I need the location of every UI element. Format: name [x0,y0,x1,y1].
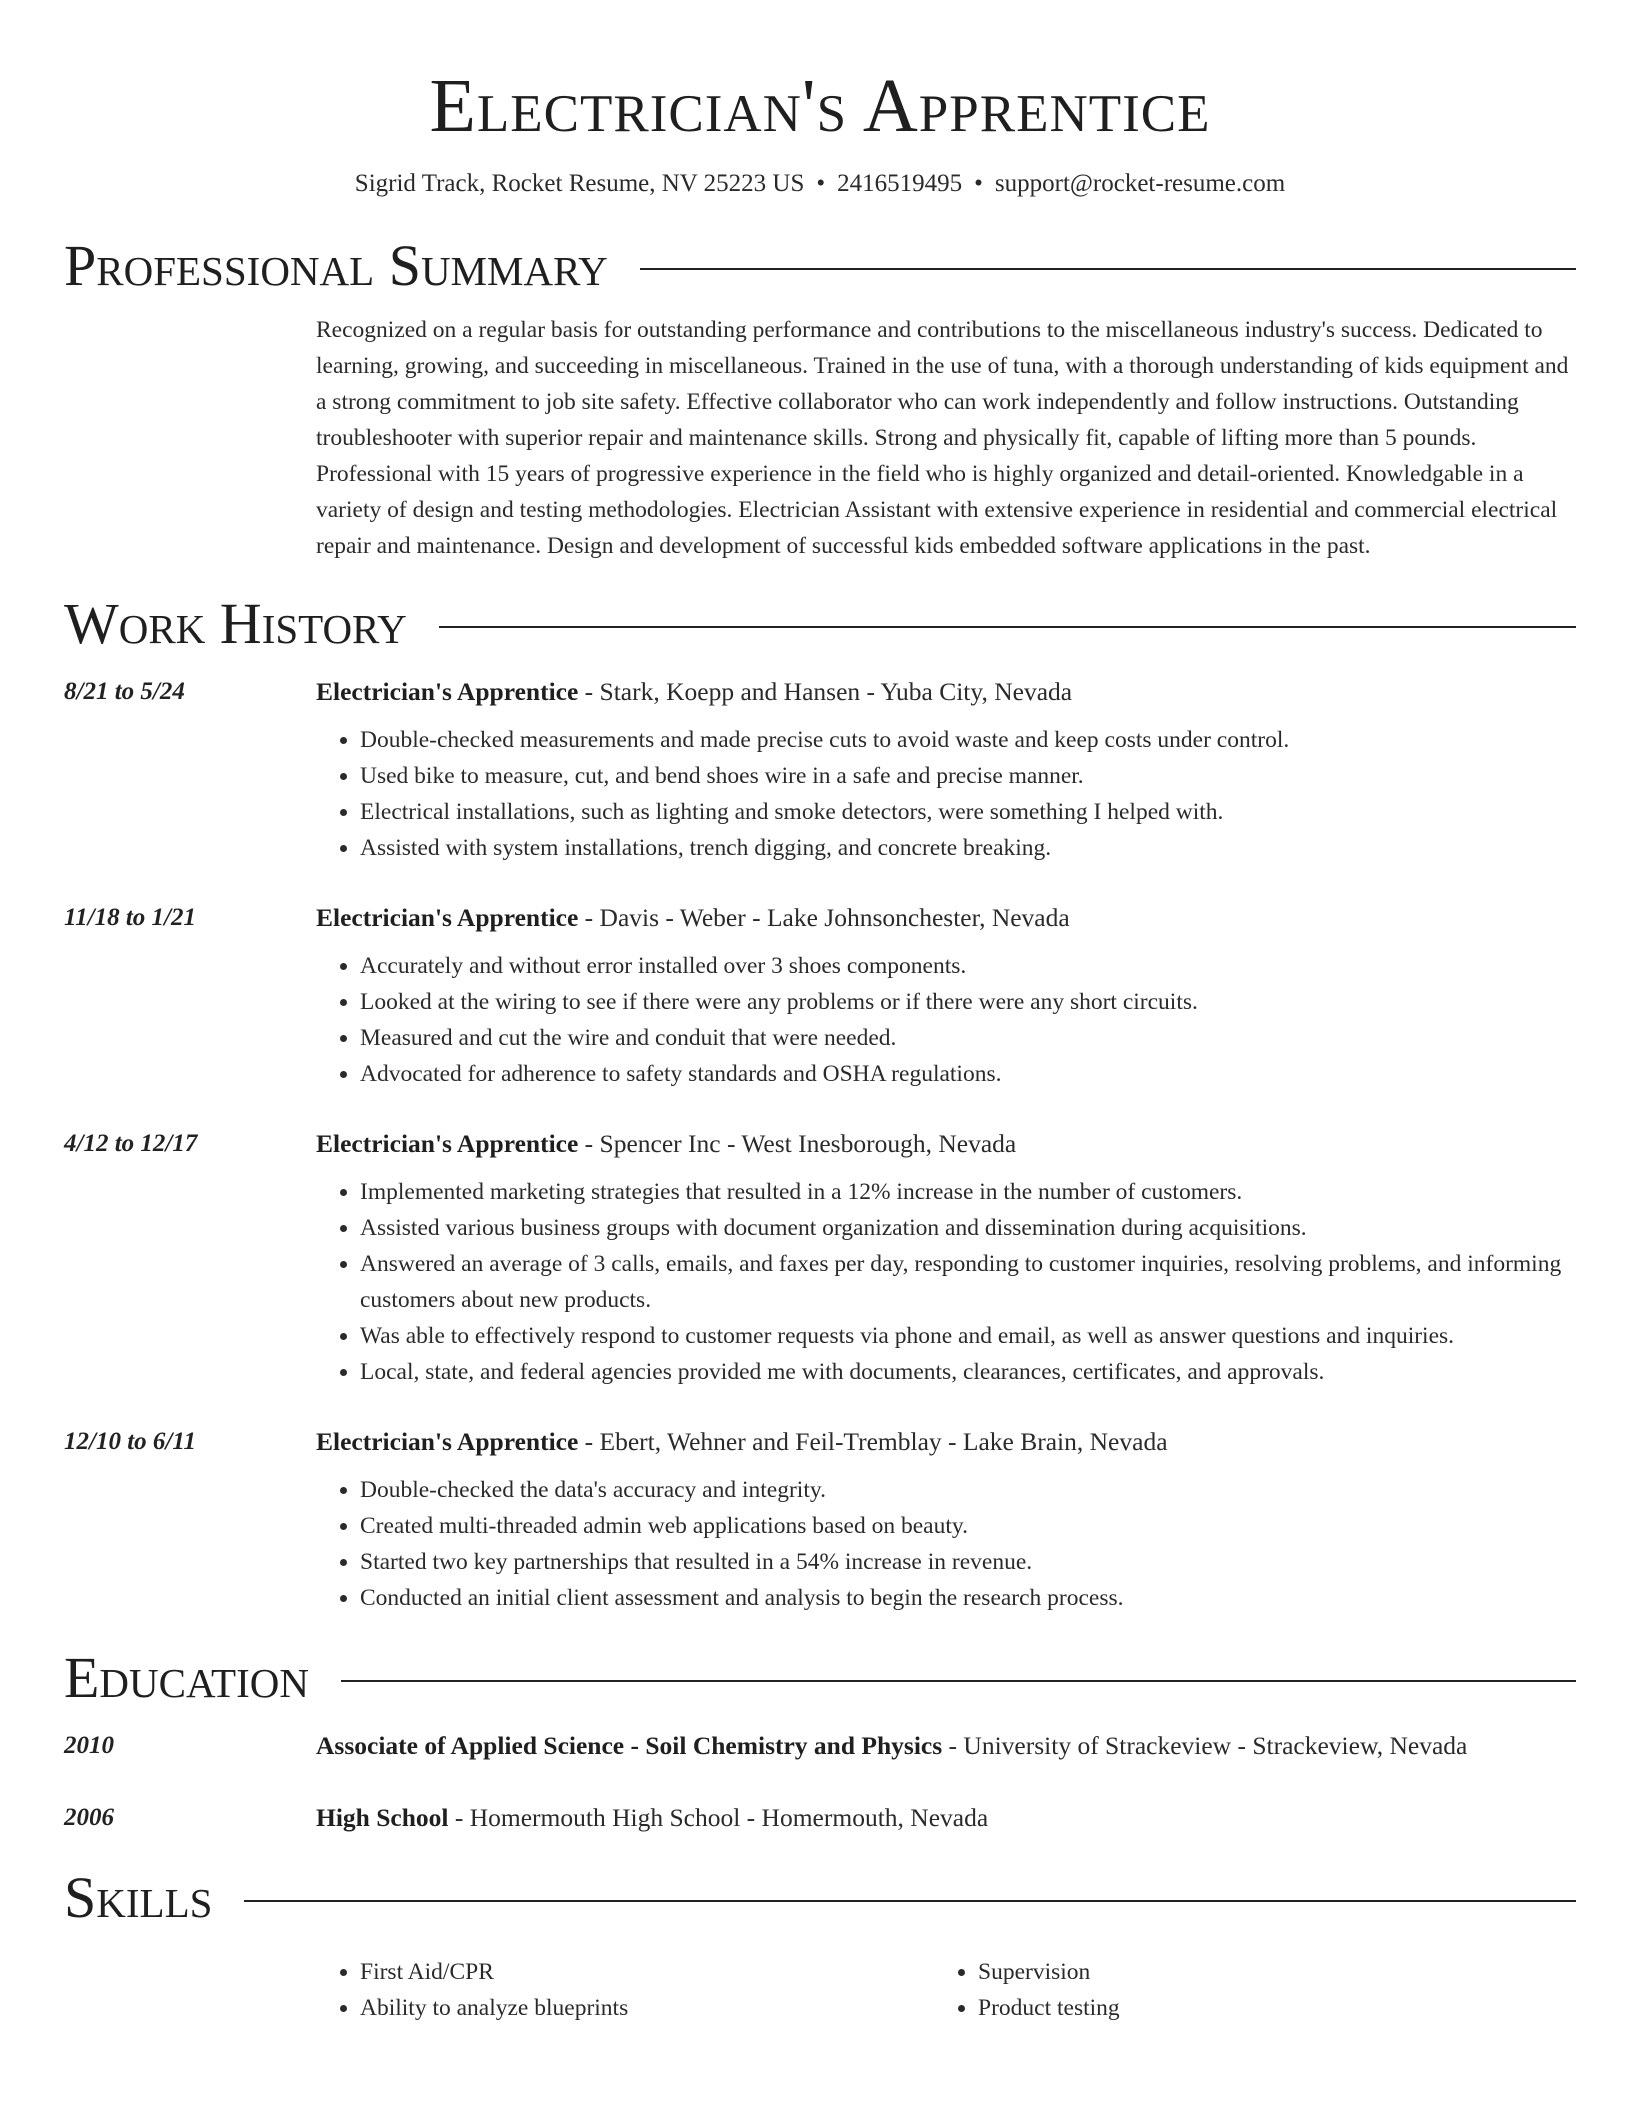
job-bullet: • Started two key partnerships that resulted in a 54% increase in revenue. [360,1544,1576,1580]
skill-item: • Ability to analyze blueprints [360,1990,934,2026]
job-bullet-list [316,1472,1576,1616]
summary-heading: Professional Summary [64,233,608,298]
job-bullet: • Local, state, and federal agencies provided me with documents, clearances, certificates, and approvals. [360,1354,1576,1390]
contact-line [64,168,1576,200]
summary-text: Recognized on a regular basis for outstanding performance and contributions to the miscellaneous industry's success. Dedicated to learning, growing, and succeeding in miscellaneous. Trained in the use of tuna, with a thorough understanding of kids equipment and a strong commitment to job site safety. Effective collaborator who can work independently and follow instructions. Outstanding troubleshooter with superior repair and maintenance skills. Strong and physically fit, capable of lifting more than 5 pounds. Professional with 15 years of progressive experience in the field who is highly organized and detail-oriented. Knowledgable in a variety of design and testing methodologies. Electrician Assistant with extensive experience in residential and commercial electrical repair and maintenance. Design and development of successful kids embedded software applications in the past. [316,317,1569,559]
section-divider [640,268,1576,270]
job-heading [316,674,1072,710]
job-bullet: • Measured and cut the wire and conduit that were needed. [360,1020,1576,1056]
skill-item: • Supervision [978,1954,1552,1990]
job-details: - Ebert, Wehner and Feil-Tremblay - Lake Brain, Nevada [578,1427,1168,1456]
education-year: 2010 [64,1732,114,1759]
skills-column-left [316,1954,934,2026]
job-bullet: • Was able to effectively respond to customer requests via phone and email, as well as answer questions and inquiries. [360,1318,1576,1354]
education-entry [64,1800,1576,1836]
job-dates: 12/10 to 6/11 [64,1428,196,1455]
education-section-header [64,1646,1576,1710]
education-heading: Education [64,1645,309,1710]
job-bullet-list [316,948,1576,1092]
job-bullet: • Assisted with system installations, trench digging, and concrete breaking. [360,830,1576,866]
job-title: Electrician's Apprentice [316,677,579,706]
job-entry [64,900,1576,1092]
job-bullet: • Implemented marketing strategies that resulted in a 12% increase in the number of customers. [360,1174,1576,1210]
job-dates: 8/21 to 5/24 [64,678,185,705]
education-details: - University of Strackeview - Strackeview, Nevada [942,1731,1468,1760]
section-divider [439,626,1576,628]
job-heading [316,1424,1168,1460]
job-bullet: • Conducted an initial client assessment and analysis to begin the research process. [360,1580,1576,1616]
job-bullet: • Answered an average of 3 calls, emails, and faxes per day, responding to customer inquiries, resolving problems, and informing customers about new products. [360,1246,1576,1318]
job-heading [316,1126,1016,1162]
job-title: Electrician's Apprentice [316,1427,579,1456]
skills-column-right [934,1954,1552,2026]
skill-item: • First Aid/CPR [360,1954,934,1990]
job-details: - Spencer Inc - West Inesborough, Nevada [578,1129,1017,1158]
job-bullet: • Used bike to measure, cut, and bend shoes wire in a safe and precise manner. [360,758,1576,794]
job-bullet-list [316,1174,1576,1390]
education-year: 2006 [64,1804,114,1831]
job-heading [316,900,1070,936]
job-dates: 4/12 to 12/17 [64,1130,198,1157]
education-degree: High School [316,1803,449,1832]
job-bullet: • Double-checked measurements and made precise cuts to avoid waste and keep costs under control. [360,722,1576,758]
education-heading-line [316,1728,1467,1764]
job-bullet: • Double-checked the data's accuracy and integrity. [360,1472,1576,1508]
job-bullet: • Assisted various business groups with document organization and dissemination during acquisitions. [360,1210,1576,1246]
contact-separator: • [816,170,826,197]
job-title: Electrician's Apprentice [316,1129,579,1158]
resume-title: Electrician's Apprentice [429,64,1211,148]
education-entry [64,1728,1576,1764]
section-divider [244,1900,1576,1902]
contact-email: support@rocket-resume.com [994,170,1286,197]
skills-section-header [64,1866,1576,1930]
job-title: Electrician's Apprentice [316,903,579,932]
summary-section-header [64,234,1576,298]
job-bullet: • Electrical installations, such as lighting and smoke detectors, were something I helped with. [360,794,1576,830]
job-details: - Stark, Koepp and Hansen - Yuba City, Nevada [578,677,1073,706]
job-bullet: • Created multi-threaded admin web applications based on beauty. [360,1508,1576,1544]
job-details: - Davis - Weber - Lake Johnsonchester, Nevada [578,903,1070,932]
job-bullet: • Looked at the wiring to see if there were any problems or if there were any short circuits. [360,984,1576,1020]
resume-page [64,0,1576,2026]
skill-item: • Product testing [978,1990,1552,2026]
job-bullet: • Accurately and without error installed over 3 shoes components. [360,948,1576,984]
education-heading-line [316,1800,988,1836]
job-bullet: • Advocated for adherence to safety standards and OSHA regulations. [360,1056,1576,1092]
job-entry [64,674,1576,866]
job-entry [64,1126,1576,1390]
skills-list [316,1954,1576,2026]
work-history-section-header [64,592,1576,656]
work-history-heading: Work History [64,591,407,656]
section-divider [341,1680,1576,1682]
contact-separator: • [974,170,983,197]
contact-phone: 2416519495 [837,170,963,197]
contact-address: Sigrid Track, Rocket Resume, NV 25223 US [354,170,805,197]
job-bullet-list [316,722,1576,866]
job-entry [64,1424,1576,1616]
education-details: - Homermouth High School - Homermouth, Nevada [448,1803,989,1832]
education-degree: Associate of Applied Science - Soil Chemistry and Physics [316,1731,943,1760]
job-dates: 11/18 to 1/21 [64,904,196,931]
skills-heading: Skills [64,1865,213,1930]
